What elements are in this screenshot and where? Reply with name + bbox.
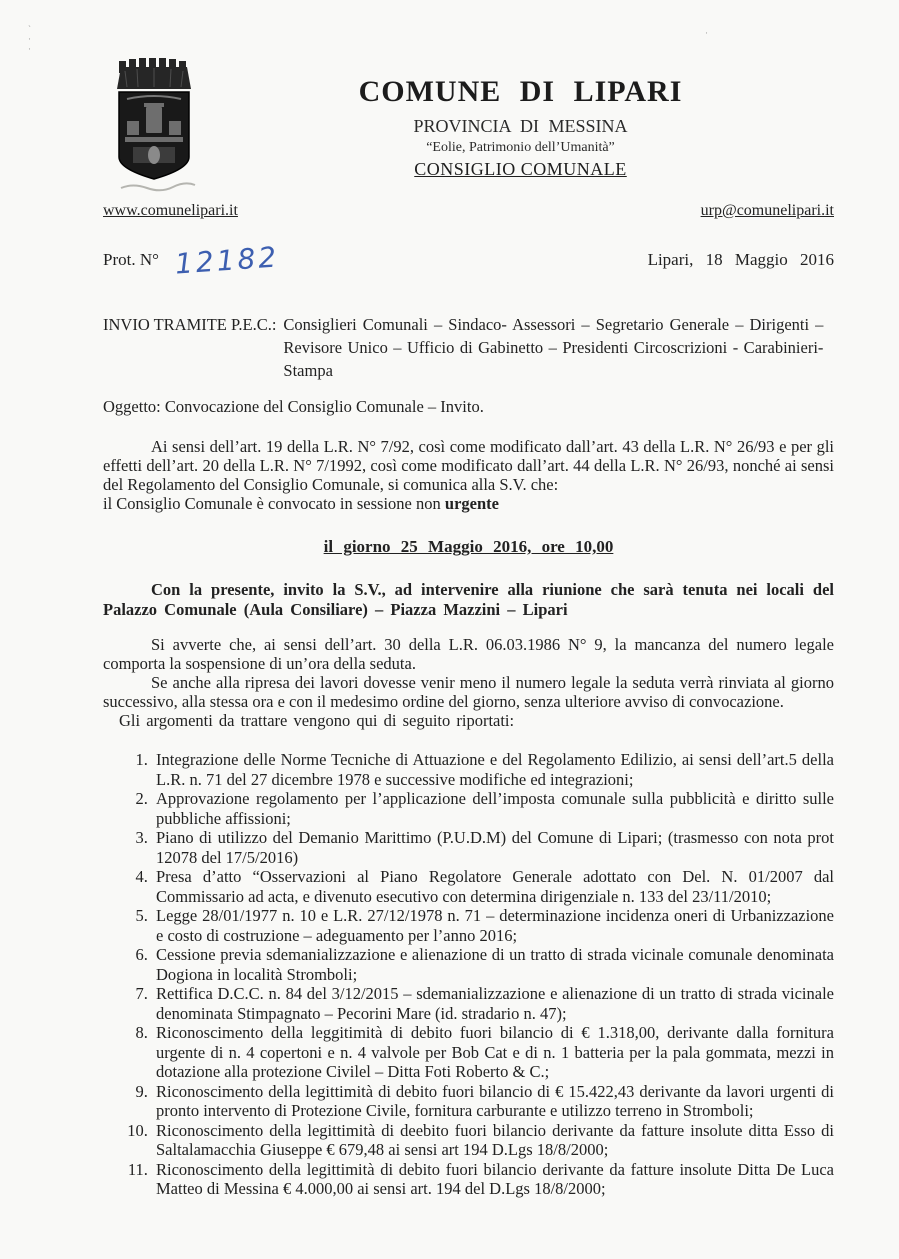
contact-links-row [103,202,834,220]
protocol-label: Prot. N° [103,250,159,269]
agenda-item: 7. Rettifica D.C.C. n. 84 del 3/12/2015 – sdemanializzazione e alienazione di un tratto di strada vicinale denominata Stimpagnato – Pecorini Mare (id. stradario n. 47); [152,984,834,1023]
agenda-list [103,750,834,1199]
agenda-item: 10. Riconoscimento della legittimità di deebito fuori bilancio derivante da fatture insolute ditta Esso di Saltalamacchia Giuseppe € 679,48 ai sensi art 194 D.Lgs 18/8/2000; [152,1121,834,1160]
subject-line: Oggetto: Convocazione del Consiglio Comunale – Invito. [103,397,484,416]
website-link: www.comunelipari.it [103,202,238,219]
agenda-item: 11. Riconoscimento della legittimità di debito fuori bilancio derivante da fatture insolute Ditta De Luca Matteo di Messina € 4.000,00 ai sensi art. 194 del D.Lgs 18/8/2000; [152,1160,834,1199]
convocation-emphasis: urgente [444,494,499,513]
scan-artifact-top-left: ` · · [28,24,31,54]
commune-title: COMUNE DI LIPARI [358,75,683,108]
pec-recipients-block [103,313,834,382]
agenda-intro-line: Gli argomenti da trattare vengono qui di seguito riportati: [119,711,515,730]
unesco-motto: “Eolie, Patrimonio dell’Umanità” [426,140,615,155]
agenda-item: 9. Riconoscimento della legittimità di debito fuori bilancio di € 15.422,43 derivante da lavori urgenti di pronto intervento di Protezione Civile, fornitura carburante e utilizzo terreno in Stromboli; [152,1082,834,1121]
pec-recipients-list: Consiglieri Comunali – Sindaco- Assessori – Segretario Generale – Dirigenti – Revisore Unico – Ufficio di Gabinetto – Presidenti Circoscrizioni - Carabinieri- Stampa [283,315,824,380]
pec-label: INVIO TRAMITE P.E.C.: [103,315,277,334]
municipal-coat-of-arms [103,55,207,202]
agenda-item: 2. Approvazione regolamento per l’applicazione dell’imposta comunale sulla pubblicità e diritto sulle pubbliche affissioni; [152,789,834,828]
convocation-text: il Consiglio Comunale è convocato in sessione non [103,494,445,513]
coat-of-arms-icon [103,55,205,197]
province-subtitle: PROVINCIA DI MESSINA [413,116,628,136]
postponement-notice-paragraph: Se anche alla ripresa dei lavori dovesse venir meno il numero legale la seduta verrà rinviata al giorno successivo, alla stessa ora e con il medesimo ordine del giorno, senza ulteriore avviso di convocazione. [103,673,834,711]
protocol-row [103,240,834,281]
session-date-text: il giorno 25 Maggio 2016, ore 10,00 [323,537,614,556]
session-date-line [103,537,834,557]
council-label: CONSIGLIO COMUNALE [414,159,627,179]
place-and-date: Lipari, 18 Maggio 2016 [647,250,834,269]
legal-premise-paragraph: Ai sensi dell’art. 19 della L.R. N° 7/92, così come modificato dall’art. 43 della L.R. N° 26/93 e per gli effetti dell’art. 20 della L.R. N° 7/1992, così come modificato dall’art. 44 della L.R. N° 26/93, nonché ai sensi del Regolamento del Consiglio Comunale, si comunica alla S.V. che: [103,437,834,494]
agenda-item: 1. Integrazione delle Norme Tecniche di Attuazione e del Regolamento Edilizio, ai sensi dell’art.5 della L.R. n. 71 del 27 dicembre 1978 e successive modifiche ed integrazioni; [152,750,834,789]
quorum-notice-paragraph: Si avverte che, ai sensi dell’art. 30 della L.R. 06.03.1986 N° 9, la mancanza del numero legale comporta la sospensione di un’ora della seduta. [103,635,834,673]
agenda-item: 4. Presa d’atto “Osservazioni al Piano Regolatore Generale adottato con Del. N. 01/2007 dal Commissario ad acta, e divenuto esecutivo con determina dirigenziale n. 133 del 23/11/2010; [152,867,834,906]
letterhead [103,55,834,202]
convocation-line [103,494,834,513]
letterhead-text [207,55,834,180]
agenda-item: 6. Cessione previa sdemanializzazione e alienazione di un tratto di strada vicinale comunale denominata Dogiona in località Stromboli; [152,945,834,984]
agenda-item: 5. Legge 28/01/1977 n. 10 e L.R. 27/12/1978 n. 71 – determinazione incidenza oneri di Urbanizzazione e costo di costruzione – adeguamento per l’anno 2016; [152,906,834,945]
handwritten-protocol-number: 12182 [173,240,281,281]
protocol-group [103,240,281,281]
agenda-item: 3. Piano di utilizzo del Demanio Marittimo (P.U.D.M) del Comune di Lipari; (trasmesso con nota prot 12078 del 17/5/2016) [152,828,834,867]
invitation-paragraph: Con la presente, invito la S.V., ad intervenire alla riunione che sarà tenuta nei locali del Palazzo Comunale (Aula Consiliare) – Piazza Mazzini – Lipari [103,580,834,619]
scan-artifact-top-right: · [705,28,708,38]
agenda-item: 8. Riconoscimento della leggitimità di debito fuori bilancio di € 1.318,00, derivante dalla fornitura urgente di n. 4 copertoni e n. 4 valvole per Bob Cat e di n. 1 batteria per la pala gommata, mezzi in dotazione alla protezione Civilel – Ditta Foti Roberto & C.; [152,1023,834,1082]
email-link: urp@comunelipari.it [700,202,834,219]
